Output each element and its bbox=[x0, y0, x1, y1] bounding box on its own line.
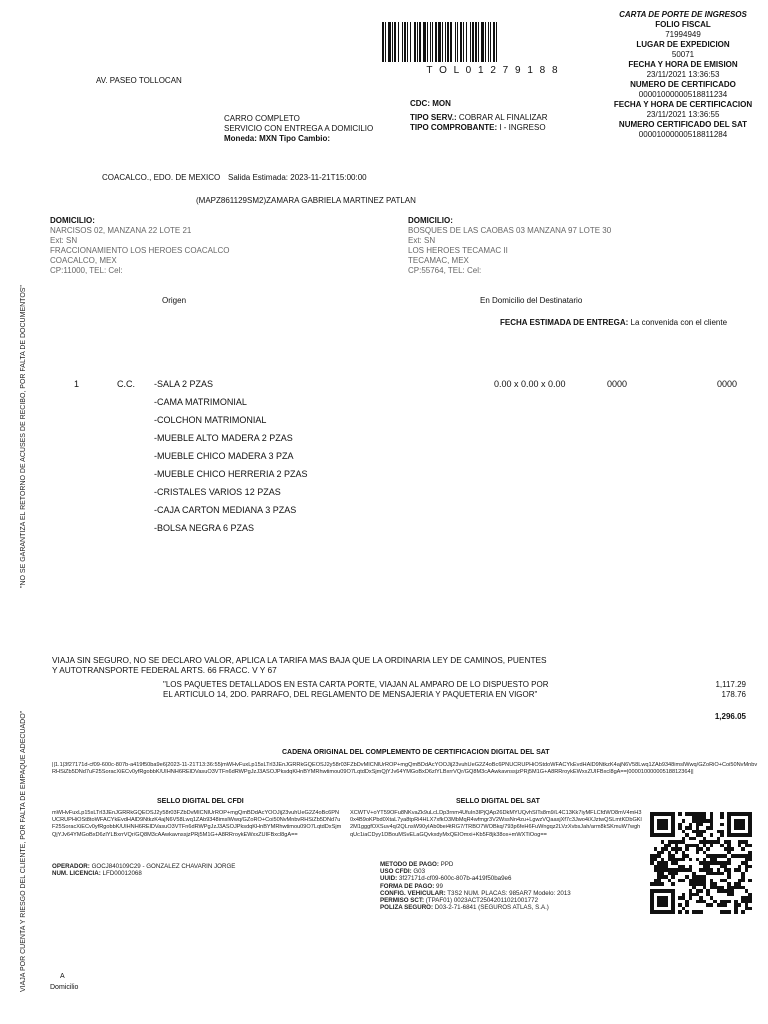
barcode-bars bbox=[382, 22, 604, 62]
header-info bbox=[608, 10, 758, 140]
moneda: Moneda: MXN Tipo Cambio: bbox=[224, 134, 331, 143]
legal-line-1: "LOS PAQUETES DETALLADOS EN ESTA CARTA PORTE, VIAJAN AL AMPARO DE LO DISPUESTO POR bbox=[163, 680, 549, 689]
destinatario-line: LOS HEROES TECAMAC II bbox=[408, 246, 508, 255]
item-desc-line: -MUEBLE ALTO MADERA 2 PZAS bbox=[154, 433, 293, 443]
destinatario-line: CP:55764, TEL: Cel: bbox=[408, 266, 482, 275]
tipo-serv-label: TIPO SERV.: bbox=[410, 113, 457, 122]
qr-module bbox=[748, 910, 752, 914]
qr-code bbox=[650, 812, 752, 914]
footer-domicilio: Domicilio bbox=[50, 984, 79, 991]
destinatario-label: DOMICILIO: bbox=[408, 216, 453, 225]
item-description bbox=[154, 375, 308, 537]
folio-fiscal: 71994949 bbox=[665, 30, 701, 39]
tipo-comp: I - INGRESO bbox=[499, 123, 546, 132]
destinatario-line: Ext: SN bbox=[408, 236, 436, 245]
barcode bbox=[382, 22, 604, 76]
pago-value: PPD bbox=[440, 861, 454, 868]
item-desc-line: -CAJA CARTON MEDIANA 3 PZAS bbox=[154, 505, 297, 515]
service-line-2: SERVICIO CON ENTREGA A DOMICILIO bbox=[224, 124, 374, 133]
pago-row bbox=[380, 890, 571, 897]
licencia: LFD00012068 bbox=[102, 870, 142, 878]
pago-value: (TPAF01) 0023ACT25042011021001772 bbox=[425, 897, 539, 905]
item-dims: 0.00 x 0.00 x 0.00 bbox=[494, 379, 566, 389]
pago-label: USO CFDI: bbox=[380, 868, 412, 876]
branch-address: AV. PASEO TOLLOCAN bbox=[96, 76, 182, 85]
num-cert: 00001000000518811234 bbox=[638, 90, 728, 99]
subtotal: 1,117.29 bbox=[715, 680, 746, 689]
pago-label: FORMA DE PAGO: bbox=[380, 882, 435, 890]
item-desc-line: -CAMA MATRIMONIAL bbox=[154, 397, 247, 407]
licencia-row bbox=[52, 870, 235, 877]
item-unit: C.C. bbox=[117, 379, 135, 389]
cdc-block bbox=[410, 99, 548, 133]
service-line-1: CARRO COMPLETO bbox=[224, 114, 300, 123]
doc-title: CARTA DE PORTE DE INGRESOS bbox=[619, 10, 747, 19]
tipo-comp-row bbox=[410, 123, 548, 133]
footer-a: A bbox=[60, 973, 65, 980]
item-col2: 0000 bbox=[717, 379, 738, 389]
fecha-cert-label: FECHA Y HORA DE CERTIFICACION bbox=[613, 100, 753, 109]
pago-value: T3S2 NUM. PLACAS: 985AR7 Modelo: 2013 bbox=[447, 889, 571, 897]
destinatario-line: BOSQUES DE LAS CAOBAS 03 MANZANA 97 LOTE 30 bbox=[408, 226, 612, 235]
item-desc-line: -MUEBLE CHICO MADERA 3 PZA bbox=[154, 451, 294, 461]
remitente-line: COACALCO, MEX bbox=[50, 256, 117, 265]
licencia-label: NUM. LICENCIA: bbox=[52, 870, 101, 878]
origen-label: Origen bbox=[162, 296, 187, 305]
notice-line-1: VIAJA SIN SEGURO, NO SE DECLARO VALOR, APLICA LA TARIFA MAS BAJA QUE LA ORDINARIA LEY DE CAMINOS, PUENTES bbox=[52, 655, 547, 665]
pago-label: UUID: bbox=[380, 875, 398, 883]
pago-row bbox=[380, 875, 571, 882]
pago-label: PERMISO SCT: bbox=[380, 897, 425, 905]
sello-sat: XCWTV+oYT59OFu8NKvaZk9uLcLDp3rnm4UfuIn3IPjQAp26DkMYUQvhSITs8m9/L4C13Kk7iyMFLCfdWO8mV4mH30x4B9oKPbd0XtaL7ya8tpRi4HLX7xfkO3MbMqR4wfmgr3V2WssNn4zu+LgwzVQaaxjXf7c3Jwo4iXJztwQSLmtKDbGKl2M1gggfOXSuv4q/2QLnsW90yIAb0bei4tRG7/TRBO7WOBkq/793p6feH6FuWngqz2LVzXvbsJah/arm8kSKmuW7wghqUc1iaCDyy1DBouMSvELaGQvkxdyMxQEIOmxi+Kb5F8jk38ox+mWXTiOog== bbox=[350, 810, 642, 838]
item-col1: 0000 bbox=[607, 379, 628, 389]
remitente-address bbox=[50, 216, 229, 276]
iva: 178.76 bbox=[721, 690, 746, 699]
tipo-serv-row bbox=[410, 113, 548, 123]
operador: GOCJ840109C29 - GONZALEZ CHAVARIN JORGE bbox=[91, 863, 236, 870]
notice-line-2: Y AUTOTRANSPORTE FEDERAL ARTS. 66 FRACC. V Y 67 bbox=[52, 665, 277, 675]
pago-value: G03 bbox=[413, 868, 426, 876]
lugar-label: LUGAR DE EXPEDICION bbox=[636, 40, 730, 49]
remitente-line: CP:11000, TEL: Cel: bbox=[50, 266, 123, 275]
origin-city: COACALCO., EDO. DE MEXICO bbox=[102, 173, 221, 182]
cadena-text: ||1.1|3f27171d-cf09-600c-807b-a419f50ba9e6|2023-11-21T13:36:55|mWHvFuxLp15sLTrl3JEnJGRRkGQEOSJ2y58r03FZbDvMICNlUrROP+mgQmBDdAcYOOJij23vuhUeG2Z4oBc6PNUCRUPHiOStdoWFACYkEvdHAlD9NtkzK4ajN6V58Lwq1ZAb9348imslWwq/GZoRiO+Coi50NvMnbvRHSiZb5DNd7uF25SoracXiECv0yfRgobbK/UIHNH6RElDVasuO3VTFn6dRWPgJzJ3ASOJPksdqKHnBYMRhwtimou09O7LqtdDxSjmQjYJv64YMGoBxD6zlYLBxrrVQr/GQ8M3cAAwkavnssjzPRj5M1G+A8RRroykEWxxZUIFBxcl8gA==|00001000000518812364|| bbox=[52, 762, 758, 776]
remitente-line: FRACCIONAMIENTO LOS HEROES COACALCO bbox=[50, 246, 230, 255]
operador-block bbox=[52, 863, 235, 877]
tipo-serv: COBRAR AL FINALIZAR bbox=[458, 113, 548, 122]
pago-block bbox=[380, 861, 571, 911]
remitente-line: Ext: SN bbox=[50, 236, 78, 245]
pago-label: POLIZA SEGURO: bbox=[380, 904, 434, 912]
item-desc-line: -COLCHON MATRIMONIAL bbox=[154, 415, 267, 425]
num-cert-sat-label: NUMERO CERTIFICADO DEL SAT bbox=[618, 120, 748, 129]
cadena-label: CADENA ORIGINAL DEL COMPLEMENTO DE CERTIFICACION DIGITAL DEL SAT bbox=[282, 749, 550, 756]
tipo-comp-label: TIPO COMPROBANTE: bbox=[410, 123, 498, 132]
destinatario-address bbox=[408, 216, 611, 276]
pago-row bbox=[380, 868, 571, 875]
customer-name: (MAPZ861129SM2)ZAMARA GABRIELA MARTINEZ PATLAN bbox=[196, 196, 416, 205]
fecha-emision: 23/11/2021 13:36:53 bbox=[646, 70, 720, 79]
pago-label: CONFIG. VEHICULAR: bbox=[380, 889, 446, 897]
fecha-entrega-row bbox=[500, 318, 727, 328]
en-domicilio: En Domicilio del Destinatario bbox=[480, 296, 583, 305]
fecha-cert: 23/11/2021 13:36:55 bbox=[646, 110, 720, 119]
sello-cfdi: mWHvFuxLp15sLTrl3JEnJGRRkGQEOSJ2y58r03FZbDvMICNlUrROP+mgQmBDdAcYOOJij23vuhUeG2Z4oBc6PNUCRUPHiOSt8toWFACYkEvdHAlD9NtkzK4ajN6V58Lwq1ZAb9348imslWwq/GZoRO+Coi50NvMnbvRHSiZb5DNd7uF25SoracXiECv0yfRgobbK/UIHNH6RElDVasuO3VTFn6dRWPgJzJ3ASOJPksdqKHnBYMRhwtimou09O7LqtdDxSjmQjYJv64YMGoBxD6zlYLBxrrVQr/GQ8M3cAAwkavnssjzPRj5M1G+A8RRroykEWxxZUIFBxcl8gA== bbox=[52, 810, 342, 838]
total: 1,296.05 bbox=[714, 712, 746, 721]
pago-row bbox=[380, 883, 571, 890]
num-cert-sat: 00001000000518811284 bbox=[638, 130, 728, 139]
item-desc-line: -CRISTALES VARIOS 12 PZAS bbox=[154, 487, 281, 497]
remitente-label: DOMICILIO: bbox=[50, 216, 95, 225]
sello-sat-label: SELLO DIGITAL DEL SAT bbox=[456, 798, 540, 805]
item-qty: 1 bbox=[74, 379, 80, 389]
item-desc-line: -SALA 2 PZAS bbox=[154, 379, 214, 389]
pago-label: METODO DE PAGO: bbox=[380, 861, 439, 868]
salida-estimada: Salida Estimada: 2023-11-21T15:00:00 bbox=[228, 173, 367, 182]
item-desc-line: -MUEBLE CHICO HERRERIA 2 PZAS bbox=[154, 469, 308, 479]
item-desc-line: -BOLSA NEGRA 6 PZAS bbox=[154, 523, 255, 533]
pago-value: D03-2-71-6841 (SEGUROS ATLAS, S.A.) bbox=[434, 904, 549, 912]
pago-value: 99 bbox=[436, 882, 443, 890]
folio-fiscal-label: FOLIO FISCAL bbox=[655, 20, 711, 29]
sello-cfdi-label: SELLO DIGITAL DEL CFDI bbox=[157, 798, 244, 805]
pago-row bbox=[380, 897, 571, 904]
pago-row bbox=[380, 904, 571, 911]
operador-label: OPERADOR: bbox=[52, 863, 90, 870]
fecha-entrega-label: FECHA ESTIMADA DE ENTREGA: bbox=[500, 318, 629, 327]
fecha-emision-label: FECHA Y HORA DE EMISION bbox=[628, 60, 738, 69]
service-info bbox=[224, 114, 373, 144]
side-note-1: "NO SE GARANTIZA EL RETORNO DE ACUSES DE RECIBO, POR FALTA DE DOCUMENTOS" bbox=[20, 285, 27, 588]
lugar: 50071 bbox=[671, 50, 695, 59]
operador-row bbox=[52, 863, 235, 870]
pago-value: 3f27171d-cf09-600c-807b-a419f50ba9e6 bbox=[398, 875, 512, 883]
legal-line-2: EL ARTICULO 14, 2DO. PARRAFO, DEL REGLAMENTO DE MENSAJERIA Y PAQUETERIA EN VIGOR" bbox=[163, 690, 538, 699]
num-cert-label: NUMERO DE CERTIFICADO bbox=[630, 80, 736, 89]
pago-row bbox=[380, 861, 571, 868]
cdc: CDC: MON bbox=[410, 99, 451, 108]
destinatario-line: TECAMAC, MEX bbox=[408, 256, 469, 265]
side-note-2: VIAJA POR CUENTA Y RIESGO DEL CLIENTE, POR FALTA DE EMPAQUE ADECUADO" bbox=[20, 710, 27, 992]
fecha-entrega: La convenida con el cliente bbox=[630, 318, 728, 327]
barcode-bar bbox=[497, 22, 500, 62]
remitente-line: NARCISOS 02, MANZANA 22 LOTE 21 bbox=[50, 226, 192, 235]
barcode-number: T O L 0 1 2 7 9 1 8 8 bbox=[426, 65, 560, 76]
